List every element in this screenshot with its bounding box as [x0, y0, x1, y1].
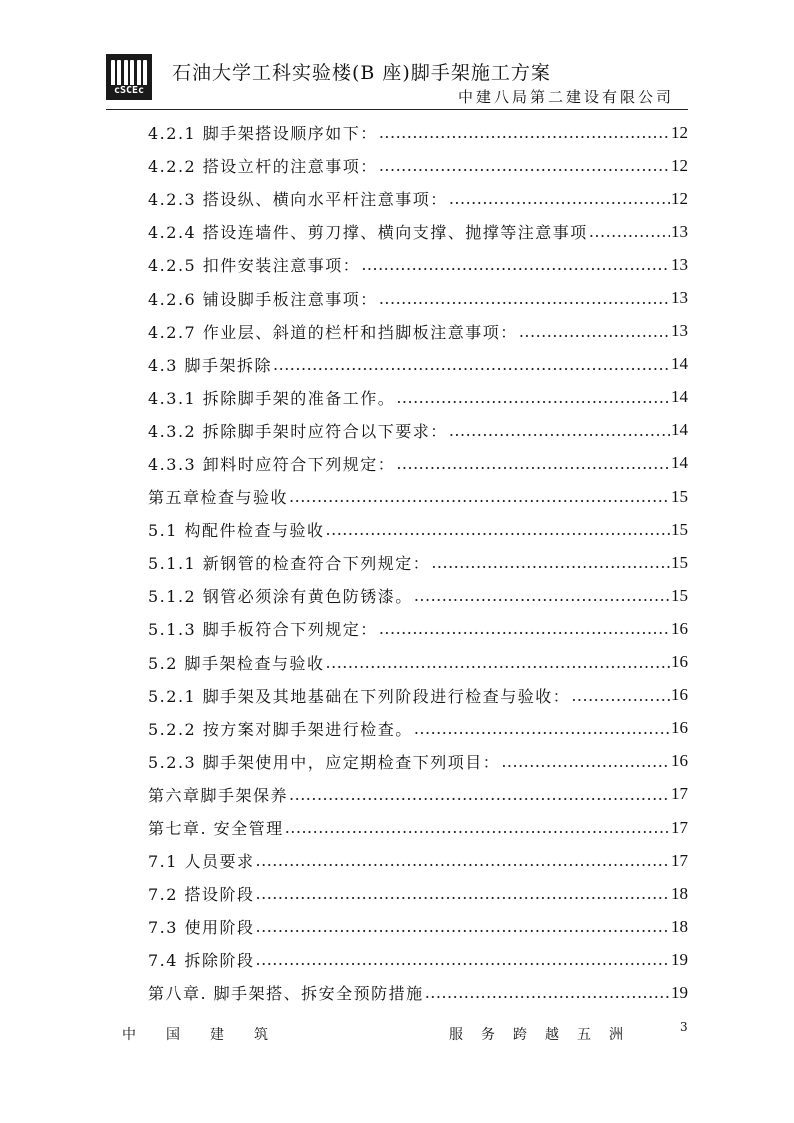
toc-entry-label: 第七章. 安全管理 — [148, 819, 284, 839]
toc-entry-page: 12 — [671, 122, 688, 142]
toc-leader-dots — [256, 950, 670, 969]
header-rule — [106, 109, 688, 110]
toc-entry-page: 16 — [671, 718, 688, 738]
toc-entry-page: 17 — [671, 850, 688, 870]
toc-entry-label: 5.1.3 脚手板符合下列规定： — [148, 620, 378, 640]
toc-entry-page: 14 — [671, 387, 688, 407]
toc-entry-label: 5.2 脚手架检查与验收 — [148, 653, 325, 673]
toc-leader-dots — [571, 686, 670, 705]
toc-leader-dots — [273, 355, 670, 374]
toc-leader-dots — [501, 752, 670, 771]
toc-entry-label: 5.2.3 脚手架使用中，应定期检查下列项目： — [148, 752, 501, 772]
toc-entry-label: 第五章检查与验收 — [148, 488, 289, 508]
toc-leader-dots — [289, 785, 670, 804]
toc-entry-label: 5.1.2 钢管必须涂有黄色防锈漆。 — [148, 587, 413, 607]
toc-entry-page: 13 — [671, 221, 688, 241]
toc-entry-page: 14 — [671, 453, 688, 473]
toc-leader-dots — [379, 156, 670, 175]
toc-entry-label: 4.2.1 脚手架搭设顺序如下： — [148, 124, 378, 144]
toc-leader-dots — [449, 189, 670, 208]
toc-entry-page: 16 — [671, 652, 688, 672]
toc-leader-dots — [414, 586, 670, 605]
company-logo — [106, 54, 152, 100]
toc-entry-label: 7.2 搭设阶段 — [148, 885, 255, 905]
toc-entry-label: 第六章脚手架保养 — [148, 785, 289, 805]
toc-entry-page: 19 — [671, 982, 688, 1002]
toc-entry-label: 4.2.5 扣件安装注意事项： — [148, 256, 361, 276]
toc-leader-dots — [256, 917, 670, 936]
toc-entry-page: 17 — [671, 817, 688, 837]
toc-entry[interactable] — [148, 215, 688, 248]
toc-entry-label: 第八章. 脚手架搭、拆安全预防措施 — [148, 984, 424, 1004]
toc-entry[interactable] — [148, 712, 688, 745]
toc-entry[interactable] — [148, 877, 688, 910]
toc-leader-dots — [449, 421, 670, 440]
toc-entry[interactable] — [148, 281, 688, 314]
toc-leader-dots — [256, 851, 670, 870]
toc-entry-page: 14 — [671, 354, 688, 374]
toc-entry-page: 16 — [671, 685, 688, 705]
toc-entry[interactable] — [148, 414, 688, 447]
toc-leader-dots — [361, 255, 670, 274]
logo-text: cSCEc — [108, 85, 150, 97]
toc-entry-page: 15 — [671, 552, 688, 572]
toc-entry-page: 15 — [671, 519, 688, 539]
toc-leader-dots — [379, 123, 670, 142]
toc-entry[interactable] — [148, 149, 688, 182]
toc-entry-label: 4.3.1 拆除脚手架的准备工作。 — [148, 388, 396, 408]
toc-entry[interactable] — [148, 612, 688, 645]
toc-entry-label: 4.2.3 搭设纵、横向水平杆注意事项： — [148, 190, 448, 210]
toc-entry-page: 12 — [671, 155, 688, 175]
toc-entry[interactable] — [148, 381, 688, 414]
toc-entry-label: 7.3 使用阶段 — [148, 918, 255, 938]
toc-leader-dots — [256, 884, 670, 903]
toc-leader-dots — [396, 388, 670, 407]
toc-entry-page: 13 — [671, 321, 688, 341]
toc-entry-page: 15 — [671, 585, 688, 605]
toc-entry-label: 7.4 拆除阶段 — [148, 951, 255, 971]
toc-entry-label: 4.3.2 拆除脚手架时应符合以下要求： — [148, 421, 448, 441]
toc-entry[interactable] — [148, 778, 688, 811]
toc-leader-dots — [326, 653, 670, 672]
toc-entry[interactable] — [148, 315, 688, 348]
toc-entry-label: 5.1 构配件检查与验收 — [148, 521, 325, 541]
footer-slogan-right: 服务跨越五洲 — [449, 1027, 641, 1043]
toc-entry-page: 18 — [671, 883, 688, 903]
toc-leader-dots — [289, 487, 670, 506]
toc-entry[interactable] — [148, 480, 688, 513]
toc-leader-dots — [285, 818, 670, 837]
toc-entry-page: 15 — [671, 486, 688, 506]
toc-entry-page: 19 — [671, 949, 688, 969]
toc-entry[interactable] — [148, 348, 688, 381]
toc-entry[interactable] — [148, 513, 688, 546]
toc-entry[interactable] — [148, 546, 688, 579]
toc-entry[interactable] — [148, 910, 688, 943]
toc-entry[interactable] — [148, 646, 688, 679]
toc-entry[interactable] — [148, 182, 688, 215]
toc-entry-label: 4.3 脚手架拆除 — [148, 355, 273, 375]
toc-entry[interactable] — [148, 844, 688, 877]
toc-entry-label: 5.2.1 脚手架及其地基础在下列阶段进行检查与验收： — [148, 686, 571, 706]
toc-entry[interactable] — [148, 248, 688, 281]
toc-entry[interactable] — [148, 447, 688, 480]
toc-entry-page: 18 — [671, 916, 688, 936]
toc-entry-label: 4.2.4 搭设连墙件、剪刀撑、横向支撑、抛撑等注意事项 — [148, 223, 588, 243]
toc-leader-dots — [589, 222, 670, 241]
toc-entry[interactable] — [148, 976, 688, 1009]
toc-entry-label: 5.1.1 新钢管的检查符合下列规定： — [148, 554, 431, 574]
toc-entry-label: 5.2.2 按方案对脚手架进行检查。 — [148, 719, 413, 739]
toc-leader-dots — [519, 322, 670, 341]
toc-entry-page: 12 — [671, 188, 688, 208]
toc-entry[interactable] — [148, 679, 688, 712]
toc-entry-label: 4.2.7 作业层、斜道的栏杆和挡脚板注意事项： — [148, 322, 518, 342]
toc-leader-dots — [431, 553, 670, 572]
toc-entry-label: 4.2.2 搭设立杆的注意事项： — [148, 157, 378, 177]
toc-leader-dots — [326, 520, 670, 539]
toc-entry-label: 4.3.3 卸料时应符合下列规定： — [148, 454, 396, 474]
footer-slogan-left: 中国建筑 — [122, 1027, 298, 1043]
toc-entry-page: 16 — [671, 618, 688, 638]
toc-entry[interactable] — [148, 745, 688, 778]
toc-entry-page: 13 — [671, 254, 688, 274]
document-title: 石油大学工科实验楼(B 座)脚手架施工方案 — [172, 62, 551, 84]
toc-entry-page: 13 — [671, 288, 688, 308]
toc-leader-dots — [425, 983, 670, 1002]
toc-entry-page: 16 — [671, 751, 688, 771]
toc-entry-label: 7.1 人员要求 — [148, 852, 255, 872]
toc-entry[interactable] — [148, 811, 688, 844]
toc-leader-dots — [379, 619, 670, 638]
table-of-contents — [148, 116, 688, 1010]
toc-entry-page: 14 — [671, 420, 688, 440]
toc-entry-label: 4.2.6 铺设脚手板注意事项： — [148, 289, 378, 309]
toc-entry[interactable] — [148, 116, 688, 149]
toc-entry[interactable] — [148, 943, 688, 976]
toc-leader-dots — [396, 454, 670, 473]
toc-leader-dots — [379, 289, 670, 308]
page-number: 3 — [680, 1020, 688, 1034]
toc-entry[interactable] — [148, 579, 688, 612]
toc-entry-page: 17 — [671, 784, 688, 804]
company-name: 中建八局第二建设有限公司 — [457, 88, 674, 106]
toc-leader-dots — [414, 719, 670, 738]
